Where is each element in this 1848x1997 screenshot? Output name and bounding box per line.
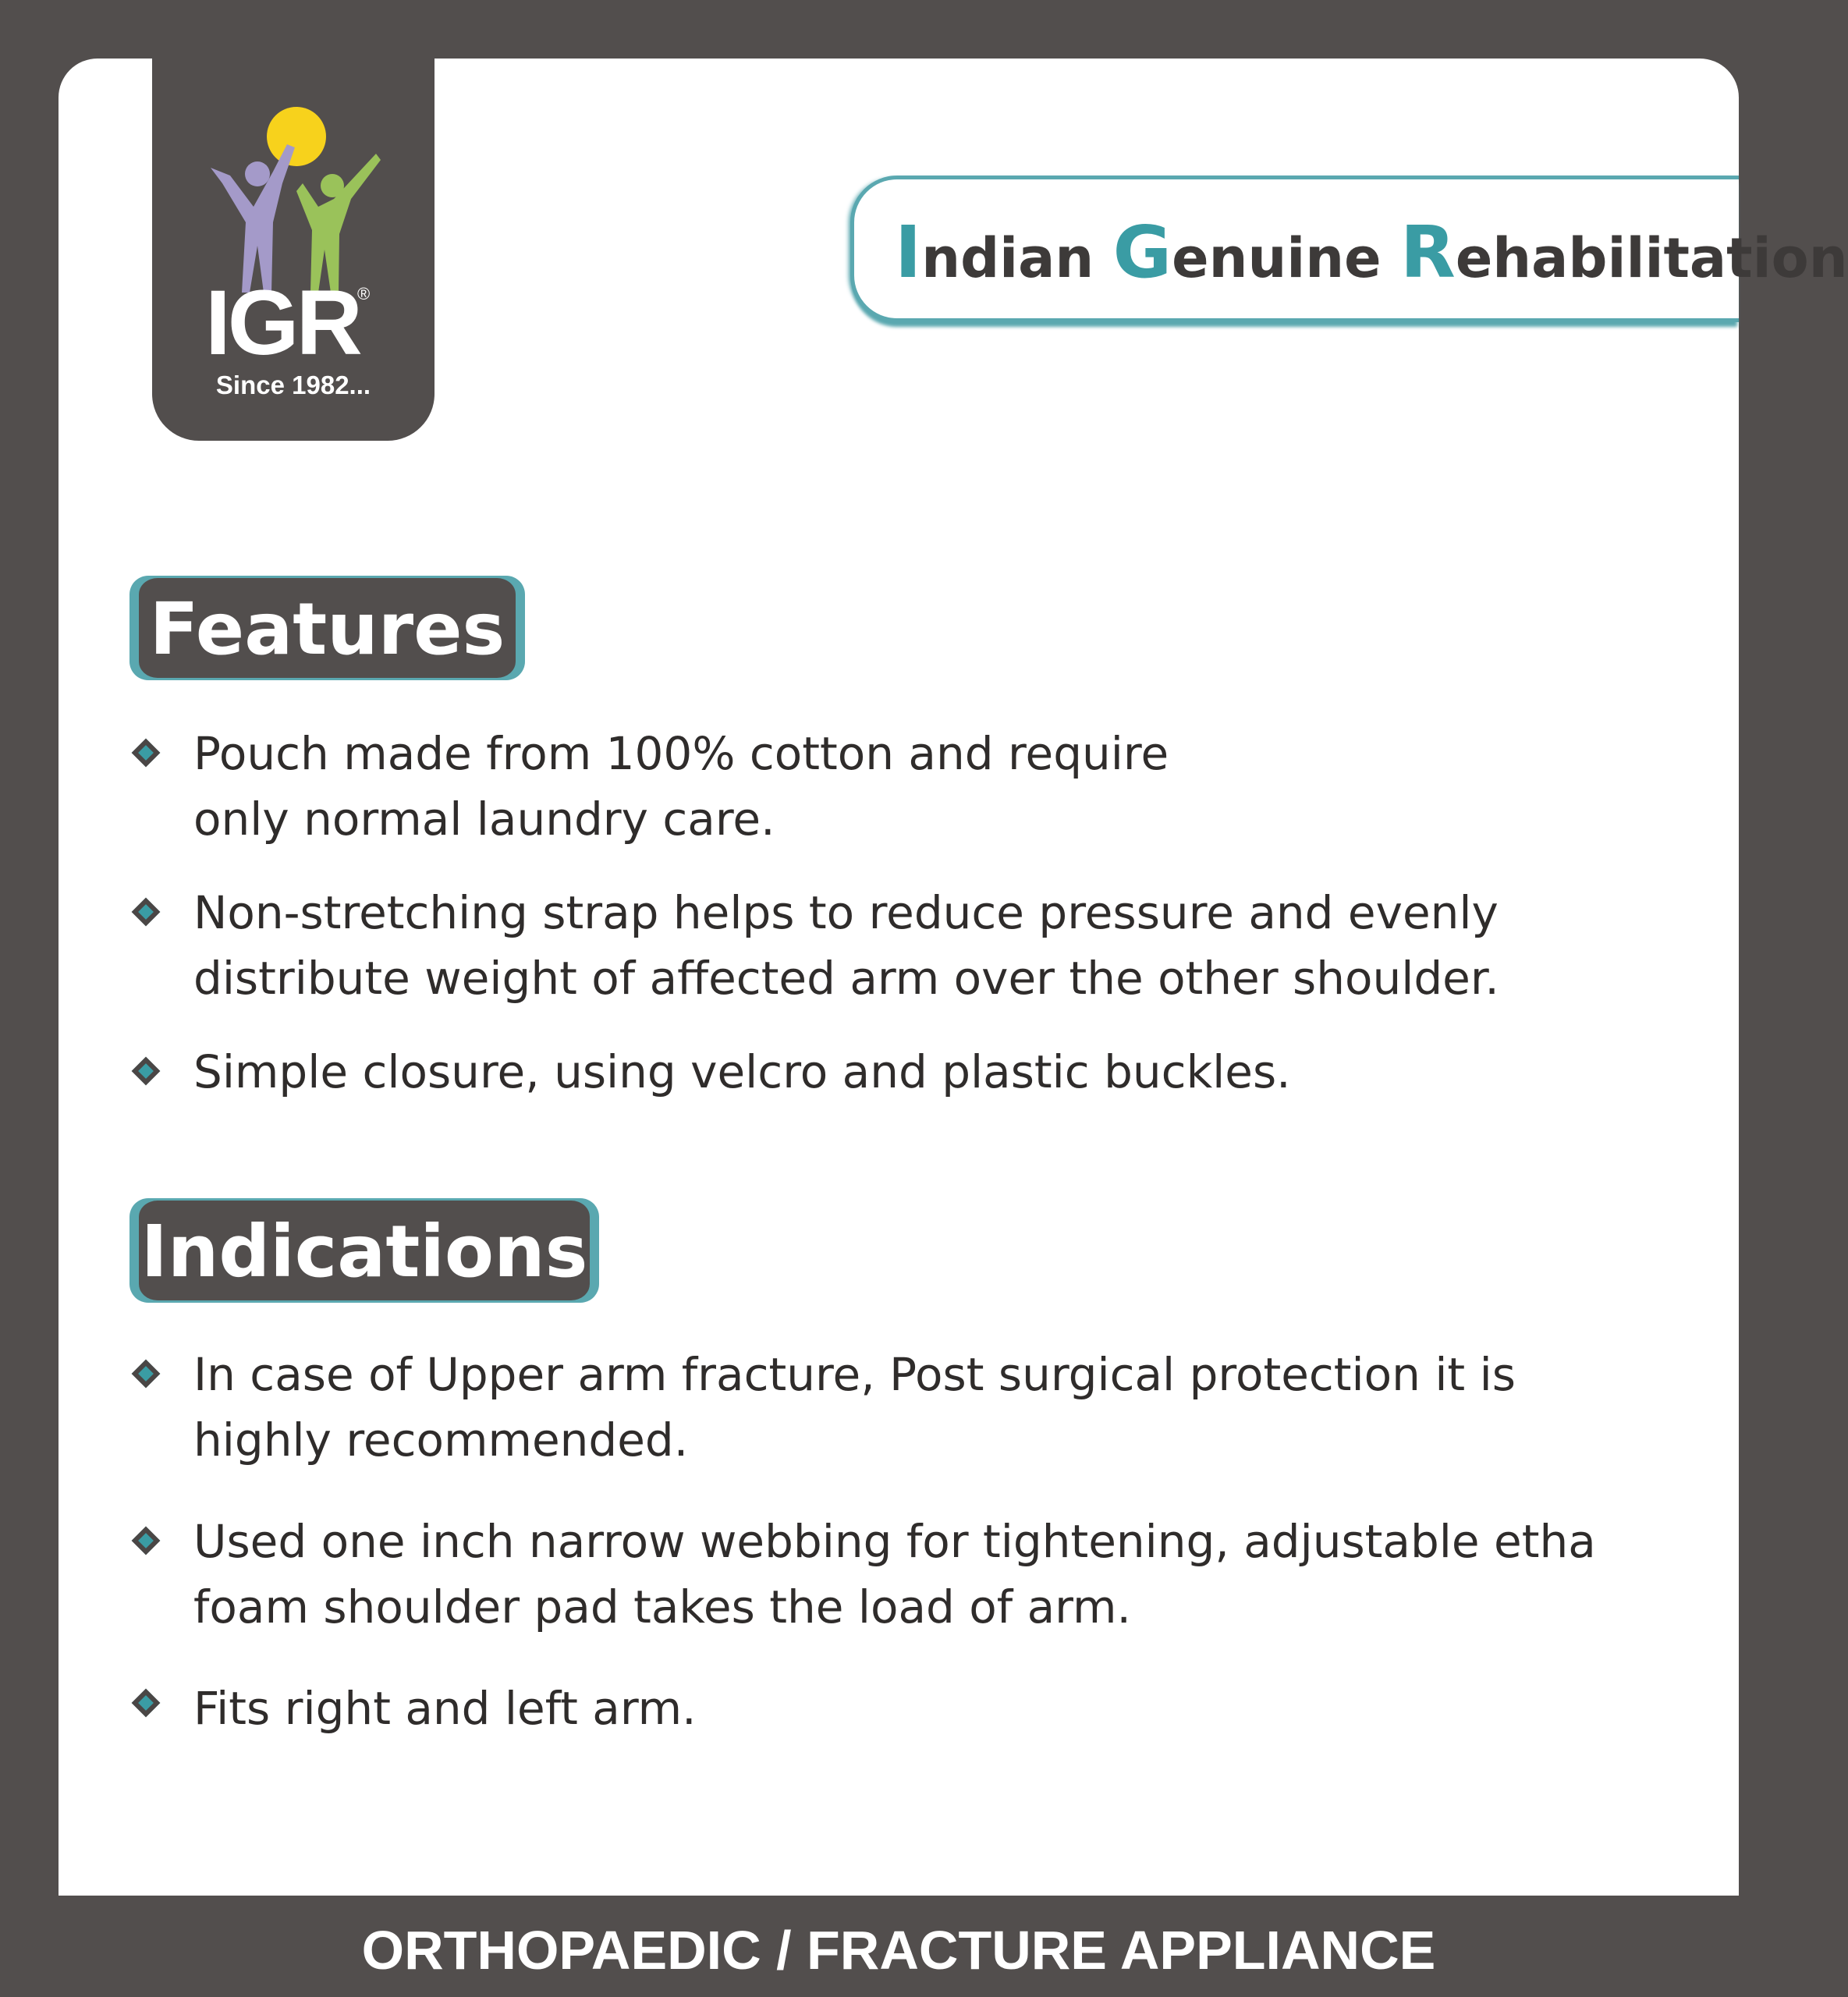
registered-mark: ® — [357, 284, 371, 303]
igr-logo-icon — [195, 98, 390, 300]
feature-text: Non-stretching strap helps to reduce pressure and evenly distribute weight of affected arm over the other shoulder. — [193, 886, 1499, 1005]
tagline-banner — [850, 176, 1848, 322]
indication-text: In case of Upper arm fracture, Post surgical protection it is highly recommended. — [193, 1348, 1516, 1467]
tagline-text: Indian Genuine Rehabilitation — [895, 211, 1848, 294]
features-heading: Features — [139, 576, 516, 680]
indication-text: Fits right and left arm. — [193, 1682, 697, 1735]
footer-label: ORTHOPAEDIC / FRACTURE APPLIANCE — [361, 1920, 1436, 1981]
logo-text: IGR — [205, 271, 360, 374]
brand-logo-tab — [152, 59, 435, 441]
indications-heading: Indications — [139, 1198, 590, 1303]
indication-text: Used one inch narrow webbing for tightening, adjustable etha foam shoulder pad takes the load of arm. — [193, 1515, 1596, 1633]
logo-since: Since 1982... — [215, 371, 371, 399]
feature-text: Simple closure, using velcro and plastic buckles. — [193, 1045, 1291, 1098]
feature-text: Pouch made from 100% cotton and require only normal laundry care. — [193, 727, 1169, 846]
